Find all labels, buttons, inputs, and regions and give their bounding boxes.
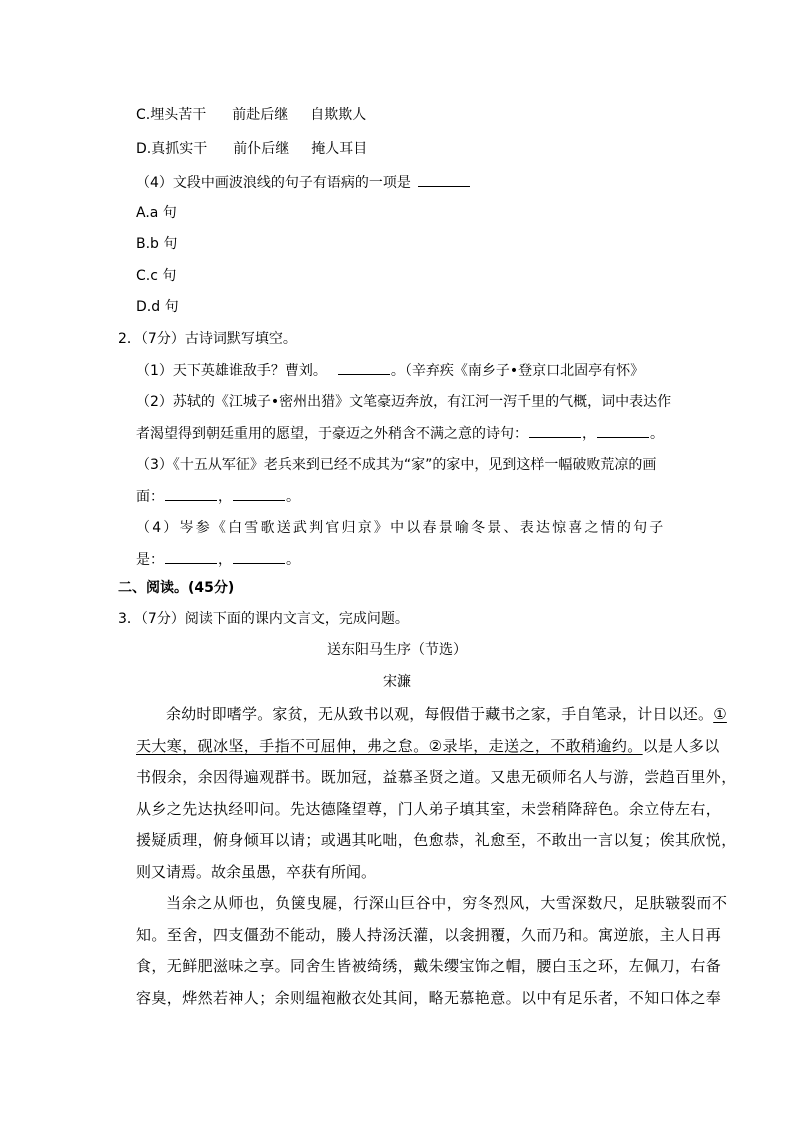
q1-sub4-option-b: B.b 句: [136, 236, 178, 252]
answer-blank[interactable]: [165, 549, 217, 564]
q2-sub2-line2: [136, 423, 664, 444]
section-heading: 二、阅读。(45分): [118, 580, 235, 596]
passage-p1-line4: 从乡之先达执经叩问。先达德隆望尊，门人弟子填其室，未尝稍降辞色。余立侍左右，: [136, 800, 722, 818]
option-word: 掩人耳目: [311, 141, 368, 157]
punct: 。: [286, 489, 300, 505]
passage-p1-line2: [136, 736, 720, 756]
punct: ，: [218, 552, 232, 568]
answer-blank[interactable]: [418, 172, 470, 187]
option-word: 真抓实干: [151, 141, 208, 157]
punct: ，: [582, 426, 596, 442]
q1-sub4-option-d: D.d 句: [136, 299, 179, 315]
passage-p1-line3: 书假余，余因得遍观群书。既加冠，益慕圣贤之道。又患无硕师名人与游，尝趋百里外，: [136, 768, 737, 786]
passage-text: 余幼时即嗜学。家贫，无从致书以观，每假借于藏书之家，手自笔录，计日以还。: [166, 705, 714, 723]
passage-p1-line5: 援疑质理，俯身倾耳以请；或遇其叱咄，色愈恭，礼愈至，不敢出一言以复；俟其欣悦，: [136, 831, 737, 849]
answer-blank[interactable]: [233, 549, 285, 564]
answer-blank[interactable]: [338, 360, 390, 375]
passage-author: 宋濂: [383, 674, 411, 690]
passage-text: 以是人多以: [642, 737, 720, 755]
q1-sub4-stem: [136, 172, 471, 193]
sentence-marker: ①: [713, 705, 727, 723]
q2-sub4-line2: [136, 549, 300, 570]
q2-sub1: [136, 360, 644, 381]
q2-sub2-line1: （2）苏轼的《江城子•密州出猎》文笔豪迈奔放，有江河一泻千里的气概，词中表达作: [136, 394, 672, 410]
punct: 。: [286, 552, 300, 568]
punct: 。: [650, 426, 664, 442]
option-letter: D.: [136, 141, 152, 157]
stem-text: 。（辛弃疾《南乡子•登京口北固亭有怀》: [390, 363, 645, 379]
option-word: 埋头苦干: [150, 107, 207, 123]
q2-sub3-line2: [136, 486, 300, 507]
option-word: 自欺欺人: [310, 107, 367, 123]
option-letter: C.: [136, 107, 151, 123]
q1-sub4-option-a: A.a 句: [136, 205, 177, 221]
option-d: [136, 139, 367, 159]
answer-blank[interactable]: [529, 423, 581, 438]
stem-text: 是：: [136, 552, 164, 568]
q2-sub3-line1: （3）《十五从军征》老兵来到已经不成其为“家”的家中，见到这样一幅破败荒凉的画: [136, 457, 657, 473]
stem-text: 面：: [136, 489, 164, 505]
passage-title: 送东阳马生序（节选）: [327, 642, 467, 658]
passage-p2-line4: 容臭，烨然若神人；余则缊袍敝衣处其间，略无慕艳意。以中有足乐者，不知口体之奉: [136, 989, 722, 1007]
answer-blank[interactable]: [597, 423, 649, 438]
passage-p1-line6: 则又请焉。故余虽愚，卒获有所闻。: [136, 863, 377, 881]
punct: ，: [218, 489, 232, 505]
q2-sub4-line1: （4）岑参《白雪歌送武判官归京》中以春景喻冬景、表达惊喜之情的句子: [136, 520, 666, 536]
q3-heading: 3．（7分）阅读下面的课内文言文，完成问题。: [118, 611, 409, 627]
passage-p2-line3: 食，无鲜肥滋味之享。同舍生皆被绮绣，戴朱缨宝饰之帽，腰白玉之环，左佩刀，右备: [136, 957, 722, 975]
q1-sub4-option-c: C.c 句: [136, 268, 177, 284]
option-c: [136, 105, 366, 125]
passage-p2-line1: 当余之从师也，负箧曳屣，行深山巨谷中，穷冬烈风，大雪深数尺，足肤皲裂而不: [166, 894, 728, 912]
stem-text: （1）天下英雄谁敌手？曹刘。: [136, 363, 327, 379]
passage-p1-line1: [166, 704, 727, 724]
underlined-sentence: 天大寒，砚冰坚，手指不可屈伸，弗之怠。②录毕，走送之，不敢稍逾约。: [136, 737, 643, 755]
answer-blank[interactable]: [233, 486, 285, 501]
q2-heading: 2．（7分）古诗词默写填空。: [118, 331, 297, 347]
passage-p2-line2: 知。至舍，四支僵劲不能动，媵人持汤沃灌，以衾拥覆，久而乃和。寓逆旅，主人日再: [136, 926, 722, 944]
stem-text: （4）文段中画波浪线的句子有语病的一项是: [136, 175, 411, 191]
option-word: 前赴后继: [232, 107, 289, 123]
option-word: 前仆后继: [233, 141, 290, 157]
stem-text: 者渴望得到朝廷重用的愿望，于豪迈之外稍含不满之意的诗句：: [136, 426, 528, 442]
answer-blank[interactable]: [165, 486, 217, 501]
